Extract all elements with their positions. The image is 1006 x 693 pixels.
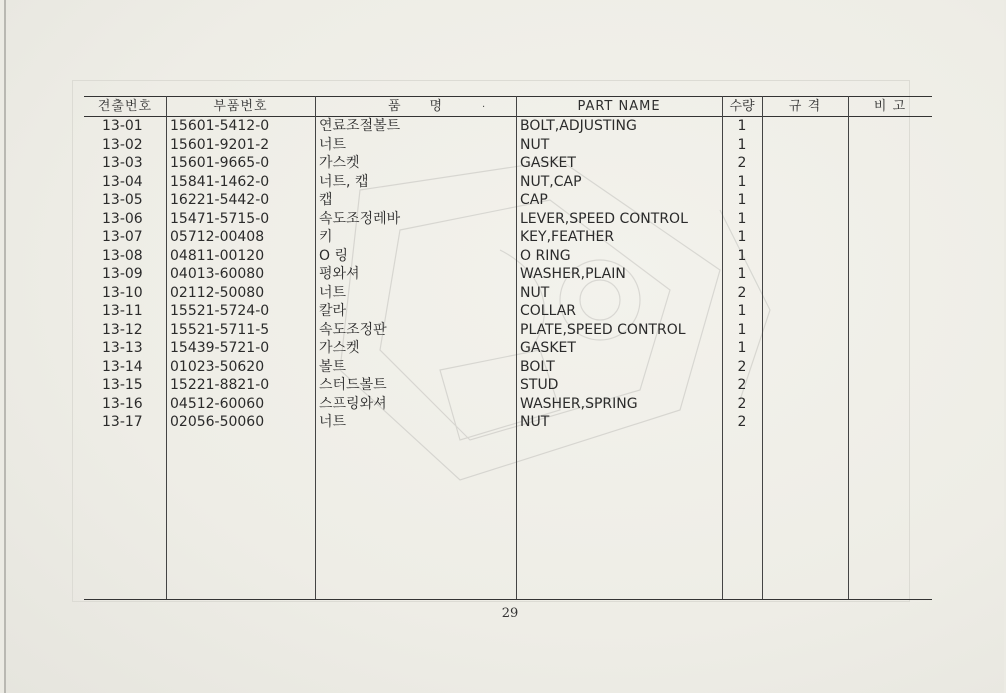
header-part-no: 부품번호 [213,99,268,114]
part-no-cell: 15439-5721-0 [170,340,270,356]
header-korean-name: 품 명 [387,99,444,114]
table-row [0,154,1006,173]
part-no-cell: 15601-9665-0 [170,155,270,171]
quantity-cell: 1 [737,247,747,264]
part-name-cell: PLATE,SPEED CONTROL [520,321,686,338]
table-row [0,413,1006,432]
ref-no-cell: 13-10 [102,284,143,301]
part-name-cell: NUT [520,136,550,153]
table-row [0,395,1006,414]
part-no-cell: 04512-60060 [170,395,265,412]
ref-no-cell: 13-02 [102,136,143,153]
quantity-cell: 1 [737,229,747,245]
korean-name-cell: 가스켓 [319,340,360,356]
header-spec: 규 격 [788,99,822,114]
part-no-cell: 02056-50060 [170,414,265,430]
part-no-cell: 04811-00120 [170,247,265,264]
part-no-cell: 15221-8821-0 [170,377,270,393]
ref-no-cell: 13-07 [102,229,143,245]
header-mark: · [482,102,486,113]
korean-name-cell: O 링 [319,247,348,264]
part-name-cell: LEVER,SPEED CONTROL [520,210,688,227]
table-row [0,321,1006,340]
quantity-cell: 1 [737,173,747,190]
korean-name-cell: 평와셔 [319,266,360,282]
table-row [0,173,1006,192]
table-row [0,339,1006,358]
ref-no-cell: 13-17 [102,414,143,430]
header-quantity: 수량 [729,99,755,114]
header-ref-no: 견출번호 [97,99,153,114]
ref-no-cell: 13-13 [102,340,143,356]
ref-no-cell: 13-14 [102,358,143,375]
part-name-cell: BOLT [520,358,555,375]
part-name-cell: COLLAR [520,303,577,319]
korean-name-cell: 키 [319,229,333,245]
ref-no-cell: 13-15 [102,377,143,393]
quantity-cell: 2 [737,377,747,393]
quantity-cell: 1 [737,266,747,282]
table-row [0,191,1006,210]
quantity-cell: 1 [737,321,747,338]
korean-name-cell: 속도조정레바 [319,210,401,227]
korean-name-cell: 너트 [319,414,347,430]
table-row [0,247,1006,266]
table-row [0,302,1006,321]
part-no-cell: 15601-9201-2 [170,136,270,153]
table-row [0,228,1006,247]
korean-name-cell: 캡 [319,192,333,208]
page-number: 29 [501,606,519,621]
part-name-cell: CAP [520,192,548,208]
ref-no-cell: 13-04 [102,173,143,190]
part-no-cell: 15601-5412-0 [170,118,270,134]
table-row [0,136,1006,155]
korean-name-cell: 가스켓 [319,155,360,171]
part-name-cell: KEY,FEATHER [520,229,615,245]
table-row [0,210,1006,229]
quantity-cell: 2 [737,358,747,375]
part-name-cell: STUD [520,377,559,393]
quantity-cell: 2 [737,155,747,171]
korean-name-cell: 연료조절볼트 [319,118,401,134]
korean-name-cell: 속도조정판 [319,321,387,338]
table-row [0,284,1006,303]
quantity-cell: 1 [737,192,747,208]
quantity-cell: 1 [737,340,747,356]
header-part-name: PART NAME [577,99,661,114]
ref-no-cell: 13-08 [102,247,143,264]
ref-no-cell: 13-01 [102,118,143,134]
part-name-cell: WASHER,SPRING [520,395,638,412]
ref-no-cell: 13-11 [102,303,143,319]
part-no-cell: 15521-5724-0 [170,303,270,319]
ref-no-cell: 13-03 [102,155,143,171]
part-name-cell: NUT [520,414,550,430]
quantity-cell: 2 [737,395,747,412]
korean-name-cell: 볼트 [319,358,347,375]
part-no-cell: 15471-5715-0 [170,210,270,227]
part-name-cell: WASHER,PLAIN [520,266,626,282]
part-name-cell: GASKET [520,155,576,171]
korean-name-cell: 칼라 [319,303,347,319]
part-name-cell: GASKET [520,340,576,356]
korean-name-cell: 너트 [319,284,347,301]
table-row [0,117,1006,136]
header-remark: 비 고 [873,99,907,114]
quantity-cell: 2 [737,284,747,301]
table-bottom-rule [84,599,932,600]
ref-no-cell: 13-12 [102,321,143,338]
part-no-cell: 15841-1462-0 [170,173,270,190]
ref-no-cell: 13-09 [102,266,143,282]
ref-no-cell: 13-16 [102,395,143,412]
table-row [0,376,1006,395]
ref-no-cell: 13-05 [102,192,143,208]
table-row [0,358,1006,377]
quantity-cell: 1 [737,210,747,227]
ref-no-cell: 13-06 [102,210,143,227]
part-name-cell: NUT,CAP [520,173,582,190]
part-name-cell: NUT [520,284,550,301]
quantity-cell: 1 [737,118,747,134]
korean-name-cell: 너트, 캡 [319,173,369,190]
part-no-cell: 01023-50620 [170,358,265,375]
table-row [0,265,1006,284]
quantity-cell: 1 [737,136,747,153]
korean-name-cell: 스터드볼트 [319,377,387,393]
part-no-cell: 02112-50080 [170,284,265,301]
korean-name-cell: 너트 [319,136,347,153]
korean-name-cell: 스프링와셔 [319,395,387,412]
part-no-cell: 04013-60080 [170,266,265,282]
quantity-cell: 1 [737,303,747,319]
part-no-cell: 05712-00408 [170,229,265,245]
part-no-cell: 16221-5442-0 [170,192,270,208]
part-name-cell: O RING [520,247,571,264]
quantity-cell: 2 [737,414,747,430]
part-name-cell: BOLT,ADJUSTING [520,118,637,134]
part-no-cell: 15521-5711-5 [170,321,270,338]
